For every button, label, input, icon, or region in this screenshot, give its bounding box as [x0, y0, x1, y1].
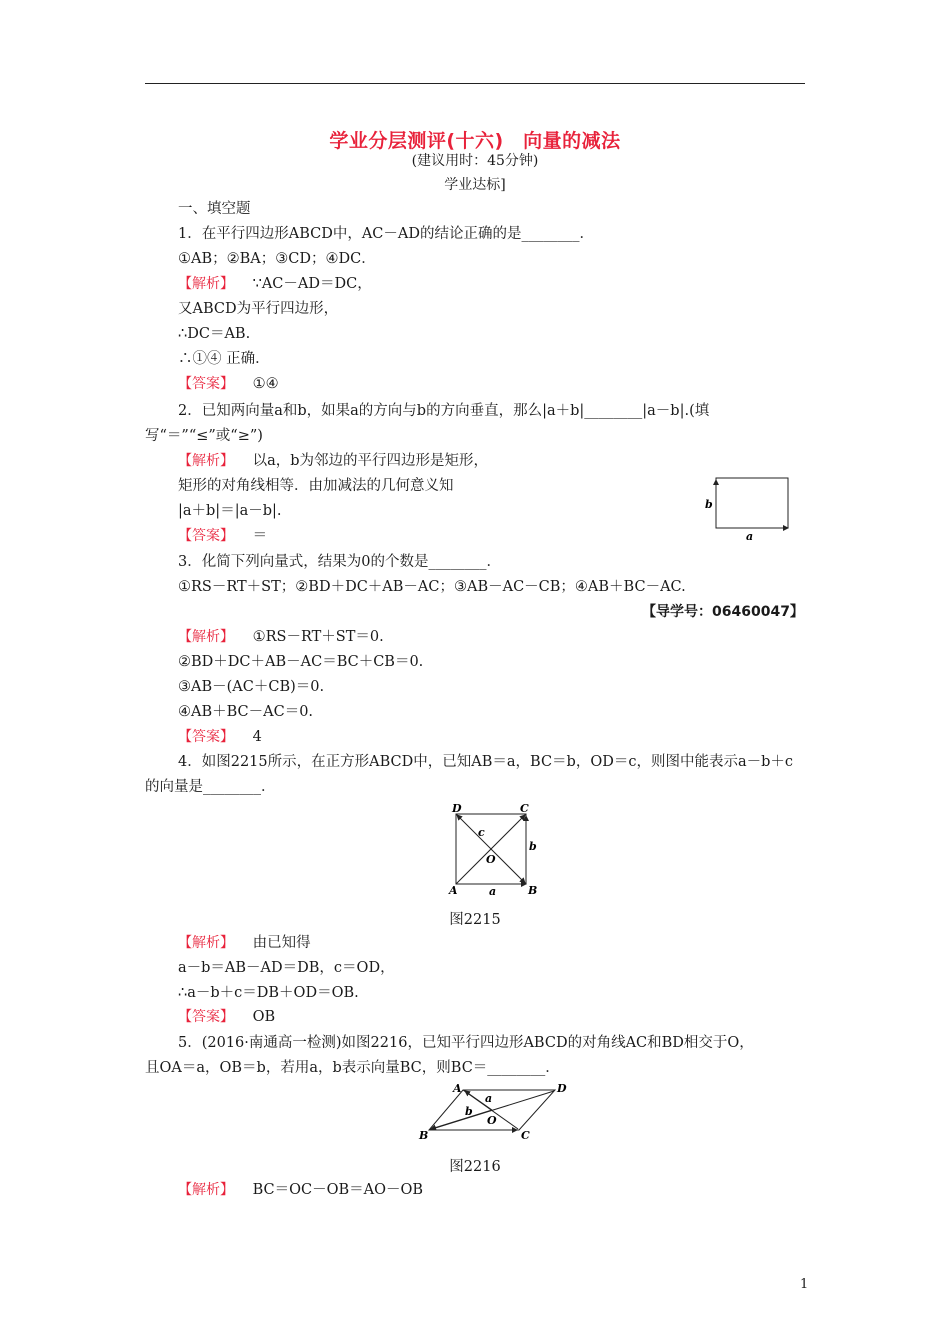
q5-fig-label-B: B: [419, 1129, 429, 1142]
time-suggestion: (建议用时：45分钟): [411, 153, 539, 169]
q5-jiexi: [178, 1181, 423, 1199]
q2-jiexi-line1: 以a，b为邻边的平行四边形是矩形，: [252, 453, 489, 469]
page-title: 学业分层测评(十六) 向量的减法: [329, 130, 621, 152]
q2-fig-label-a: a: [746, 530, 754, 543]
q1-jiexi-line3: ∴DC＝AB.: [178, 326, 251, 342]
q4-jiexi-line3: ∴a－b＋c＝DB＋OD＝OB.: [178, 985, 359, 1001]
q3-stem: 3．化简下列向量式，结果为0的个数是________．: [178, 554, 501, 570]
q4-fig-label-A: A: [449, 884, 458, 897]
q4-stem-line2: 的向量是________．: [145, 779, 276, 795]
q4-jiexi-line1: 由已知得: [252, 935, 311, 951]
q5-stem-line1: 5．(2016·南通高一检测)如图2216，已知平行四边形ABCD的对角线AC和BD相交于O，: [178, 1035, 754, 1051]
q5-fig-label-a: a: [485, 1092, 493, 1105]
section-heading: 一、填空题: [178, 201, 251, 217]
q5-jiexi-line1: BC＝OC－OB＝AO－OB: [252, 1182, 424, 1198]
q5-fig-label-C: C: [521, 1129, 530, 1142]
q4-answer: [178, 1008, 275, 1026]
q3-reference-number: 【导学号：06460047】: [642, 604, 804, 620]
q5-fig-label-A: A: [453, 1082, 462, 1095]
answer-tag: 【答案】: [178, 528, 234, 544]
jiexi-tag: 【解析】: [178, 1182, 234, 1198]
q2-answer: [178, 527, 267, 545]
q5-fig-label-b: b: [465, 1105, 473, 1118]
q2-stem-line2: 写“＝”“≤”或“≥”): [145, 428, 263, 444]
q5-fig-label-O: O: [487, 1114, 497, 1127]
answer-tag: 【答案】: [178, 729, 234, 745]
q2-jiexi-line3: |a＋b|＝|a－b|.: [178, 503, 282, 519]
jiexi-tag: 【解析】: [178, 453, 234, 469]
q2-rectangle-figure: [700, 470, 800, 545]
q3-jiexi-line3: ③AB－(AC＋CB)＝0.: [178, 679, 325, 695]
q4-fig-label-D: D: [452, 802, 462, 815]
jiexi-tag: 【解析】: [178, 276, 234, 292]
q4-answer-value: OB: [252, 1009, 276, 1025]
answer-tag: 【答案】: [178, 376, 234, 392]
q4-fig-label-b: b: [529, 840, 537, 853]
q1-stem: 1．在平行四边形ABCD中，AC－AD的结论正确的是________．: [178, 226, 595, 242]
q1-answer-value: ①④: [252, 376, 279, 392]
q2-jiexi-line2: 矩形的对角线相等．由加减法的几何意义知: [178, 478, 454, 494]
header-rule: [145, 83, 805, 84]
q3-jiexi-line4: ④AB＋BC－AC＝0.: [178, 704, 314, 720]
q2-stem-line1: 2．已知两向量a和b，如果a的方向与b的方向垂直，那么|a＋b|________|a－b|.(填: [178, 403, 710, 419]
q3-answer-value: 4: [252, 729, 262, 745]
q4-fig-label-B: B: [528, 884, 538, 897]
q4-fig-label-O: O: [486, 853, 496, 866]
answer-tag: 【答案】: [178, 1009, 234, 1025]
q3-jiexi-line2: ②BD＋DC＋AB－AC＝BC＋CB＝0.: [178, 654, 424, 670]
q3-answer: [178, 728, 262, 746]
q4-fig-label-a: a: [489, 885, 497, 898]
q1-jiexi: [178, 275, 372, 293]
q5-figure-caption: 图2216: [449, 1159, 501, 1175]
q3-jiexi: [178, 628, 384, 646]
q1-jiexi-line1: ∵AC－AD＝DC，: [252, 276, 372, 292]
q2-jiexi: [178, 452, 488, 470]
q4-stem-line1: 4．如图2215所示，在正方形ABCD中，已知AB＝a，BC＝b，OD＝c，则图中能表示a－b＋c: [178, 754, 793, 770]
q3-options: ①RS－RT＋ST；②BD＋DC＋AB－AC；③AB－AC－CB；④AB＋BC－AC.: [178, 579, 686, 595]
q4-jiexi: [178, 934, 311, 952]
q1-options: ①AB；②BA；③CD；④DC．: [178, 251, 376, 267]
q4-figure-caption: 图2215: [449, 912, 501, 928]
q5-fig-label-D: D: [557, 1082, 567, 1095]
page-number: 1: [800, 1277, 809, 1292]
jiexi-tag: 【解析】: [178, 935, 234, 951]
q4-fig-label-C: C: [520, 802, 529, 815]
q3-jiexi-line1: ①RS－RT＋ST＝0.: [252, 629, 384, 645]
q1-jiexi-line2: 又ABCD为平行四边形，: [178, 301, 339, 317]
q4-square-figure: [440, 800, 545, 898]
jiexi-tag: 【解析】: [178, 629, 234, 645]
q5-parallelogram-figure: [415, 1080, 575, 1145]
q2-answer-value: ＝: [252, 528, 268, 544]
q5-stem-line2: 且OA＝a，OB＝b，若用a，b表示向量BC，则BC＝________．: [145, 1060, 560, 1076]
q4-jiexi-line2: a－b＝AB－AD＝DB，c＝OD，: [178, 960, 395, 976]
q2-fig-label-b: b: [705, 498, 713, 511]
q1-answer: [178, 375, 279, 393]
q1-jiexi-line4: ∴①④ 正确．: [178, 351, 270, 367]
q4-fig-label-c: c: [478, 826, 485, 839]
section-subhead: 学业达标]: [444, 177, 506, 193]
